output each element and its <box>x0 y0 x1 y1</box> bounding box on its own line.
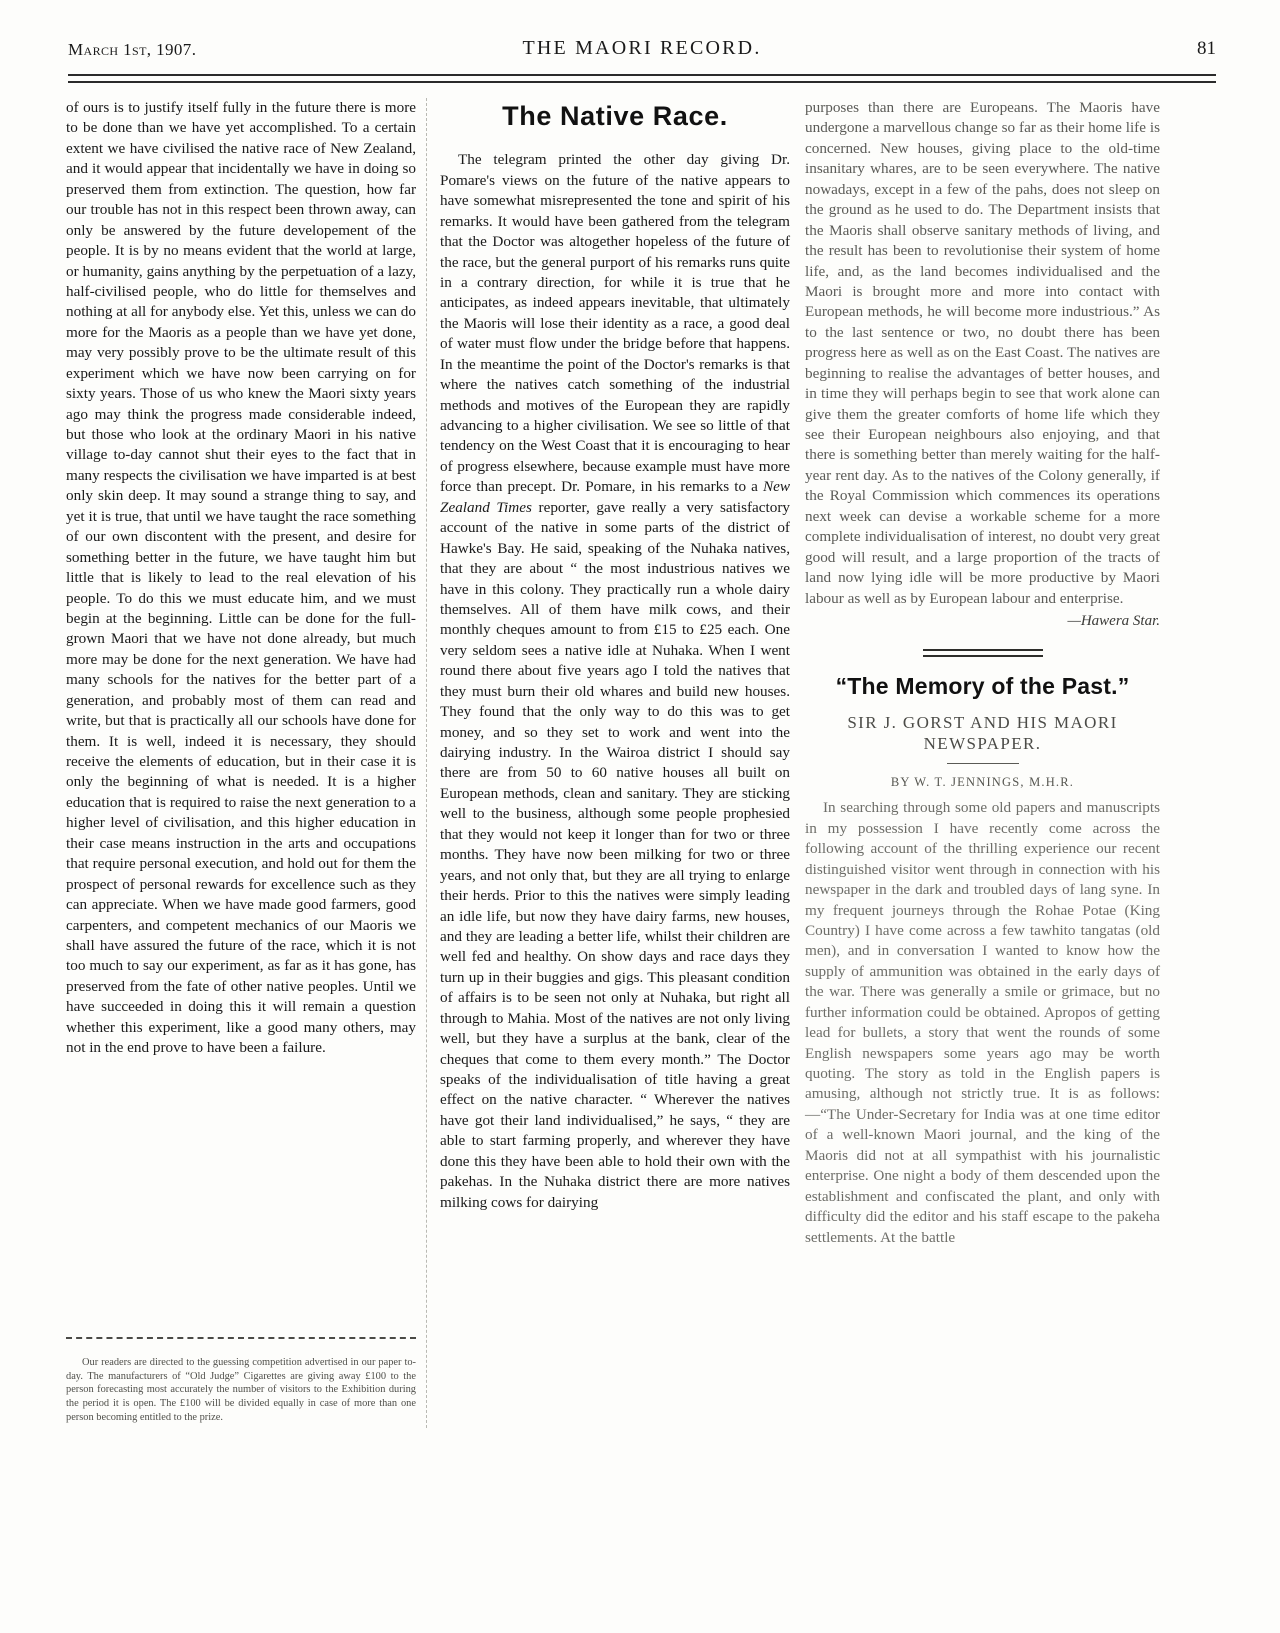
subhead-divider <box>947 763 1019 764</box>
page-number: 81 <box>1197 38 1216 59</box>
column-divider <box>426 98 427 1428</box>
notice-divider <box>66 1337 416 1339</box>
article-headline-native-race: The Native Race. <box>502 101 728 131</box>
running-head <box>68 34 1216 70</box>
col2-text-part-1: The telegram printed the other day giving Dr. Pomare's views on the future of the native appears to have somewhat misrepresented the tone and spirit of his remarks. It would have been gathered from the telegram that the Doctor was altogether hopeless of the future of the race, but the general purport of his remarks runs quite in a contrary direction, for while it is true that he anticipates, as indeed appears inevitable, that ultimately the Maoris will lose their identity as a race, a good deal of water must flow under the bridge before that happens. In the meantime the point of the Doctor's remarks is that where the natives catch something of the industrial methods and motives of the European they are rapidly advancing to a higher civilisation. We see so little of that tendency on the West Coast that it is encouraging to hear of progress elsewhere, because example must have more force than precept. Dr. Pomare, in his remarks to a <box>440 151 790 496</box>
publication-title: THE MAORI RECORD. <box>522 37 762 59</box>
col3-paragraph-1: purposes than there are Europeans. The Maoris have undergone a marvellous change so far as their home life is concerned. New houses, giving place to the old-time insanitary whares, are to be seen everywhere. The native nowadays, except in a few of the pahs, does not sleep on the ground as he used to do. The Department insists that the Maoris shall observe sanitary methods of living, and the result has been to revolutionise their system of home life, and, as the land becomes individualised and the Maori is brought more and more into contact with European methods, he will become more industrious.” As to the last sentence or two, no doubt there has been progress here as well as on the East Coast. The natives are beginning to realise the advantages of better houses, and in time they will perhaps begin to see that work alone can give them the greater comforts of home life which they see their European neighbours also enjoying, and that there is something better than merely waiting for the half-year rent day. As to the natives of the Colony generally, if the Royal Commission which commences its operations next week can devise a workable scheme for a more complete individualisation of interest, no doubt very great good will result, and a large proportion of the tracts of land now lying idle will be more productive by Maori labour as well as by European labour and enterprise. <box>805 99 1160 607</box>
cited-newspaper-name: New Zealand Times <box>440 478 790 516</box>
article-headline-memory-of-past: “The Memory of the Past.” <box>835 673 1130 700</box>
col3-article-paragraph: In searching through some old papers and manuscripts in my possession I have recently come across the following account of the thrilling experience our recent distinguished visitor went through in connection with his newspaper in the dark and troubled days of lang syne. In my frequent journeys through the Rohae Potae (King Country) I have come across a few tawhito tangatas (old men), and in conversation I wanted to know how the supply of ammunition was obtained in the early days of the war. There was generally a smile or grimace, but no further information could be obtained. Apropos of getting lead for bullets, a story that went the rounds of some English newspapers some years ago may be worth quoting. The story as told in the English papers is amusing, although not strictly true. It is as follows:—“The Under-Secretary for India was at one time editor of a well-known Maori journal, and the king of the Maoris did not at all sympathist with his journalistic enterprise. One night a body of them descended upon the establishment and confiscated the plant, and only with difficulty did the editor and his staff escape to the pakeha settlements. At the battle <box>805 799 1160 1246</box>
column-three <box>805 98 1160 1248</box>
advertising-notice: Our readers are directed to the guessing competition advertised in our paper to-day. The manufacturers of “Old Judge” Cigarettes are giving away £100 to the person forecasting most accurately the number of visitors to the Exhibition during the period it is open. The £100 will be divided equally in case of more than one person becoming entitled to the prize. <box>66 1357 416 1423</box>
col1-paragraph: of ours is to justify itself fully in the future there is more to be done than we have yet accomplished. To a certain extent we have civilised the native race of New Zealand, and it would appear that incidentally we have in doing so preserved them from extinction. The question, how far our trouble has not in this respect been thrown away, can only be answered by the future developement of the people. It is by no means evident that the world at large, or humanity, gains anything by the perpetuation of a lazy, half-civilised people, who do little for themselves and nothing at all for anybody else. Yet this, unless we can do more for the Maoris as a people than we have yet done, may very possibly prove to be the ultimate result of this experiment which we have now been carrying on for sixty years. Those of us who knew the Maori sixty years ago may think the progress made considerable indeed, but those who look at the ordinary Maori in his native village to-day cannot shut their eyes to the fact that in many respects the civilisation we have imparted is at best only skin deep. It may sound a strange thing to say, and yet it is true, that until we have taught the race something of our own discontent with the present, and desire for something better in the future, we have taught him but little that is likely to lead to the real elevation of his people. To do this we must educate him, and we must begin at the beginning. Little can be done for the full-grown Maori that we have not done already, but much more may be done for the next generation. We have had many schools for the natives for the better part of a generation, and probably most of them can read and write, but that is practically all our schools have done for them. It is well, indeed it is necessary, they should receive the elements of education, but in their case it is only the beginning of what is needed. It is a higher education that is required to raise the next generation to a higher level of civilisation, and this higher education in their case means instruction in the arts and occupations that require personal execution, and hold out for them the prospect of personal rewards for excellence such as they can appreciate. When we have made good farmers, good carpenters, and competent mechanics of our Maoris we shall have assured the future of the race, which it is not too much to say our experiment, as far as it has gone, has preserved from the fate of other native peoples. Until we have succeeded in doing this it will remain a question whether this experiment, like a good many others, may not in the end prove to have been a failure. <box>66 99 416 1057</box>
section-divider <box>923 649 1043 657</box>
column-two <box>440 98 790 1213</box>
article-byline: BY W. T. JENNINGS, M.H.R. <box>890 774 1075 789</box>
col2-text-part-2: reporter, gave really a very satisfactory account of the native in some parts of the district of Hawke's Bay. He said, speaking of the Nuhaka natives, that they are about “ the most industrious natives we have in this colony. They practically run a whole dairy themselves. All of them have milk cows, and their monthly cheques amount to from £15 to £25 each. One very seldom sees a native idle at Nuhaka. When I went round there about five years ago I told the natives that they must burn their old whares and build new houses. They found that the only way to do this was to get money, and so they set to work and went into the dairying industry. In the Wairoa district I should say there are from 50 to 60 native houses all built on European methods, clean and sanitary. They are sticking well to the business, although some people prophesied that they would not keep it longer than for two or three months. They have now been milking for two or three years, and not only that, but they are all trying to enlarge their herds. Prior to this the natives were simply leading an idle life, but now they have dairy farms, new houses, and they are leading a better life, whilst their children are well fed and healthy. On show days and race days they turn up in their buggies and gigs. This pleasant condition of affairs is to be seen not only at Nuhaka, but right all through to Mahia. Most of the natives are not only living well, but they have a surplus at the bank, clear of the cheques that come to them every month.” The Doctor speaks of the individualisation of title having a great effect on the native character. “ Wherever the natives have got their land individualised,” he says, “ they are able to start farming properly, and wherever they have done this they have been able to hold their own with the pakehas. In the Nuhaka district there are more natives milking cows for dairying <box>440 498 790 1211</box>
issue-date: March 1st, 1907. <box>68 40 197 59</box>
article-subhead: SIR J. GORST AND HIS MAORI NEWSPAPER. <box>847 713 1118 754</box>
col2-paragraph-1 <box>440 150 790 1213</box>
article-source-credit: —Hawera Star. <box>1067 612 1160 629</box>
column-one <box>66 98 416 1059</box>
header-divider <box>68 74 1216 83</box>
